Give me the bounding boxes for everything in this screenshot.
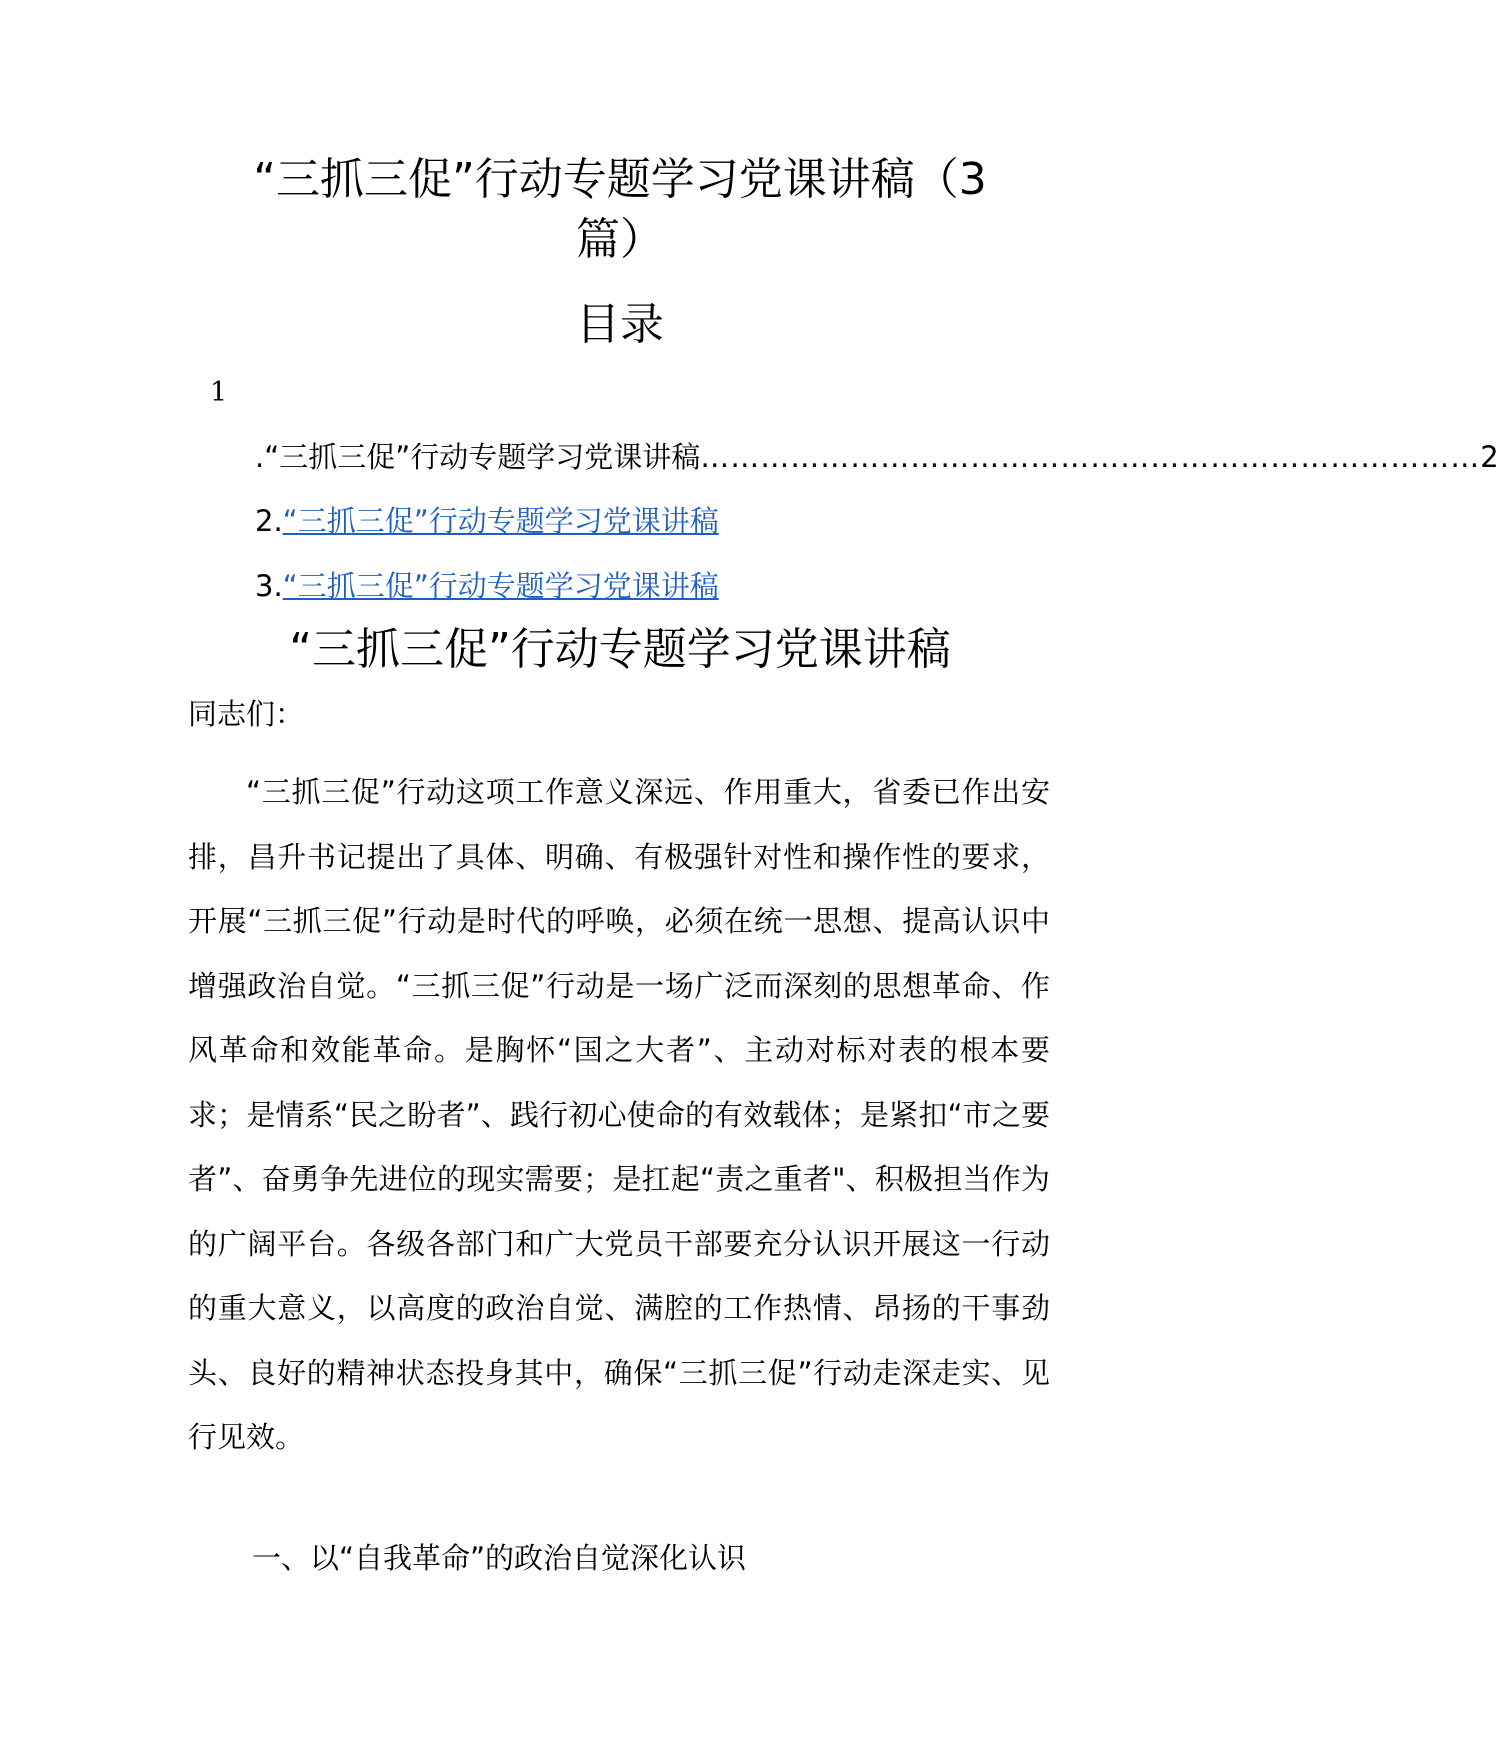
body-paragraph: “三抓三促”行动这项工作意义深远、作用重大，省委已作出安排，昌升书记提出了具体、明确、有极强针对性和操作性的要求，开展“三抓三促”行动是时代的呼唤，必须在统一思想、提高认识中增强政治自觉。“三抓三促”行动是一场广泛而深刻的思想革命、作风革命和效能革命。是胸怀“国之大者”、主动对标对表的根本要求；是情系“民之盼者”、践行初心使命的有效载体；是紧扣“市之要者”、奋勇争先进位的现实需要；是扛起“责之重者"、积极担当作为的广阔平台。各级各部门和广大党员干部要充分认识开展这一行动的重大意义，以高度的政治自觉、满腔的工作热情、昂扬的干事劲头、良好的精神状态投身其中，确保“三抓三促”行动走深走实、见行见效。 <box>188 775 1050 1454</box>
toc-entry-1-label: .“三抓三促”行动专题学习党课讲稿 <box>255 440 701 474</box>
toc-heading: 目录 <box>576 299 664 350</box>
toc-number-1: 1 <box>210 377 228 408</box>
document-title-line2: 篇） <box>576 214 664 265</box>
toc-entry-3[interactable] <box>255 566 719 606</box>
section-title: “三抓三促”行动专题学习党课讲稿 <box>289 624 951 675</box>
toc-entry-2-link[interactable]: “三抓三促”行动专题学习党课讲稿 <box>282 504 719 538</box>
toc-entry-1-page: 2 <box>1480 440 1499 474</box>
toc-leader-dots: …………………………………………………………………… <box>700 440 1481 474</box>
toc-entry-2-prefix: 2. <box>255 504 283 538</box>
document-title <box>0 150 1240 270</box>
toc-entry-3-link[interactable]: “三抓三促”行动专题学习党课讲稿 <box>282 569 719 603</box>
document-title-line1: “三抓三促”行动专题学习党课讲稿（3 <box>253 154 987 205</box>
toc-entry-1[interactable] <box>255 437 1499 477</box>
salutation: 同志们： <box>188 697 305 731</box>
section-heading-1: 一、以“自我革命”的政治自觉深化认识 <box>252 1541 747 1575</box>
toc-entry-3-prefix: 3. <box>255 569 283 603</box>
toc-entry-2[interactable] <box>255 501 719 541</box>
